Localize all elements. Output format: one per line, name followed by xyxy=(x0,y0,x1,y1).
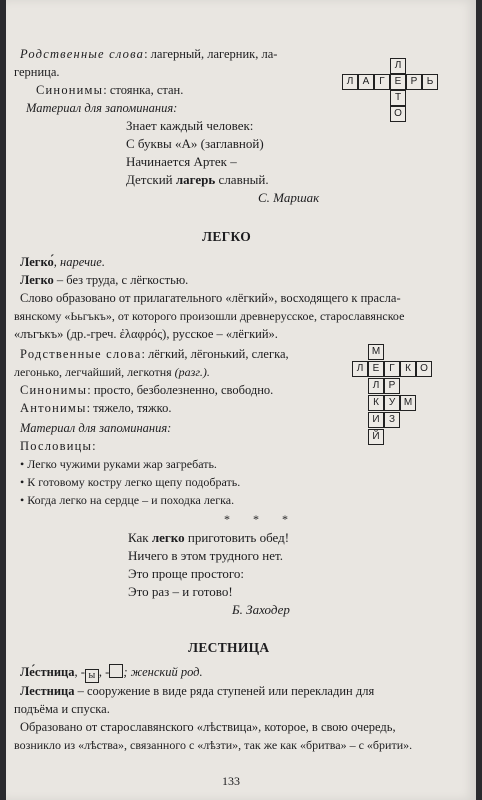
book-page xyxy=(6,0,476,800)
crossword-cell: Г xyxy=(374,74,390,90)
page-number: 133 xyxy=(222,774,240,788)
poem-line: Это проще простого: xyxy=(128,566,245,581)
crossword-cell: У xyxy=(384,395,400,411)
etymology-line: Образовано от старославянского «лѣствица», которое, в свою очередь, xyxy=(20,720,396,734)
etymology-line: Слово образовано от прилагательного «лёгкий», восходящего к праcла- xyxy=(20,291,401,305)
crossword-cell: Ь xyxy=(422,74,438,90)
antonyms-line: Антонимы: тяжело, тяжко. xyxy=(20,401,172,415)
poem-line: С буквы «А» (заглавной) xyxy=(126,136,264,151)
crossword-cell: Л xyxy=(352,361,368,377)
crossword-cell: Г xyxy=(384,361,400,377)
proverb-item: • К готовому костру легко щепу подобрать. xyxy=(20,475,241,489)
poem-line: Начинается Артек – xyxy=(126,154,237,169)
etymology-line: «лъгъкъ» (др.-греч. ἐλαφρός), русское – «лёгкий». xyxy=(14,327,278,341)
crossword-cell: М xyxy=(400,395,416,411)
definition-continuation: подъёма и спуска. xyxy=(14,702,110,716)
headword-line: Легко́, наречие. xyxy=(20,255,105,269)
proverb-item: • Легко чужими руками жар загребать. xyxy=(20,457,217,471)
crossword-cell: К xyxy=(400,361,416,377)
ending-box: ы xyxy=(85,669,99,683)
section-title-lestnica: ЛЕСТНИЦА xyxy=(188,640,270,655)
related-words-continuation: герница. xyxy=(14,65,60,79)
crossword-cell: О xyxy=(390,106,406,122)
poem-line: Ничего в этом трудного нет. xyxy=(128,548,283,563)
crossword-cell: К xyxy=(368,395,384,411)
poem-line: Детский лагерь славный. xyxy=(126,172,269,187)
crossword-cell: Р xyxy=(406,74,422,90)
etymology-line: возникло из «лѣства», связанного с «лѣзти», так же как «бритва» – с «брити». xyxy=(14,738,413,752)
memo-heading: Материал для запоминания: xyxy=(20,421,172,435)
poem-line: Это раз – и готово! xyxy=(128,584,233,599)
proverb-item: • Когда легко на сердце – и походка легка. xyxy=(20,493,235,507)
crossword-cell: З xyxy=(384,412,400,428)
crossword-cell: М xyxy=(368,344,384,360)
related-words-line: Родственные слова: лагерный, лагерник, ла- xyxy=(20,47,278,61)
crossword-cell: Л xyxy=(342,74,358,90)
crossword-cell: Л xyxy=(368,378,384,394)
stars-separator: * * * xyxy=(224,512,298,526)
memo-heading: Материал для запоминания: xyxy=(26,101,178,115)
definition-line: Лестница – сооружение в виде ряда ступеней или перекладин для xyxy=(20,684,375,698)
crossword-cell: И xyxy=(368,412,384,428)
poem-line: Знает каждый человек: xyxy=(126,118,254,133)
crossword-cell: О xyxy=(416,361,432,377)
etymology-line: вянскому «Ььгъкъ», от которого произошли древнерусское, старославянское xyxy=(14,309,405,323)
headword-line: Ле́стница, - ы , - ; женский род. xyxy=(20,665,203,681)
poem-author: С. Маршак xyxy=(258,190,320,205)
synonyms-line: Синонимы: стоянка, стан. xyxy=(36,83,184,97)
section-title-legko: ЛЕГКО xyxy=(202,229,252,244)
poem-line: Как легко приготовить обед! xyxy=(128,530,290,545)
related-words-line: Родственные слова: лёгкий, лёгонький, слегка, xyxy=(20,347,289,361)
crossword-cell: Е xyxy=(368,361,384,377)
crossword-cell: А xyxy=(358,74,374,90)
crossword-cell: Е xyxy=(390,74,406,90)
synonyms-line: Синонимы: просто, безболезненно, свободно. xyxy=(20,383,274,397)
ending-box-empty xyxy=(109,664,123,678)
crossword-cell: Л xyxy=(390,58,406,74)
definition-line: Легко – без труда, с лёгкостью. xyxy=(20,273,189,287)
crossword-cell: Й xyxy=(368,429,384,445)
poem-author: Б. Заходер xyxy=(232,602,290,617)
proverbs-heading: Пословицы: xyxy=(20,439,96,453)
crossword-cell: Т xyxy=(390,90,406,106)
related-words-continuation: легонько, легчайший, легкотня (разг.). xyxy=(14,365,210,379)
crossword-cell: Р xyxy=(384,378,400,394)
